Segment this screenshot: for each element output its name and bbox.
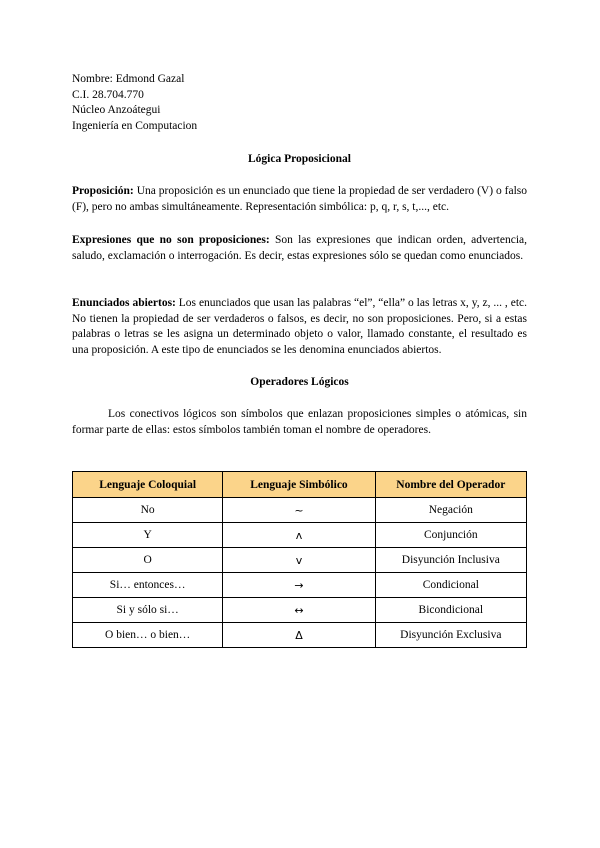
text-abiertos: Los enunciados que usan las palabras “el”, “ella” o las letras x, y, z, ... , etc. No tienen la propiedad de ser verdaderos o falsos, es decir, no son proposiciones. Pero, si a estas palabras o letras se les asigna un determinado objeto o valor, llamado constante, el resultado es una proposición. A este tipo de enunciados se les denomina enunciados abiertos. — [72, 297, 527, 356]
operators-table — [72, 471, 527, 648]
header-simbolico: Lenguaje Simbólico — [223, 472, 375, 498]
table-row — [73, 523, 527, 548]
career-name: Ingeniería en Computacion — [72, 119, 198, 132]
paragraph-proposicion — [72, 184, 527, 215]
operators-title: Operadores Lógicos — [250, 376, 349, 388]
student-id: C.I. 28.704.770 — [72, 88, 144, 101]
text-proposicion: Una proposición es un enunciado que tiene la propiedad de ser verdadero (V) o falso (F), pero no ambas simultáneamente. Representación simbólica: p, q, r, s, t,..., etc. — [72, 185, 527, 213]
student-name: Nombre: Edmond Gazal — [72, 73, 185, 85]
cell-simbolo: → — [223, 573, 375, 598]
table-row — [73, 623, 527, 648]
cell-operador: Disyunción Inclusiva — [375, 548, 526, 573]
cell-coloquial: O — [73, 548, 223, 573]
cell-simbolo: Δ — [223, 623, 375, 648]
cell-simbolo: ~ — [223, 498, 375, 523]
paragraph-abiertos — [72, 296, 527, 358]
cell-coloquial: No — [73, 498, 223, 523]
cell-operador: Bicondicional — [375, 598, 526, 623]
cell-simbolo: v — [223, 548, 375, 573]
term-expresiones: Expresiones que no son proposiciones: — [72, 234, 270, 246]
cell-operador: Disyunción Exclusiva — [375, 623, 526, 648]
table-row — [73, 598, 527, 623]
table-row — [73, 573, 527, 598]
table-header-row — [73, 472, 527, 498]
header-coloquial: Lenguaje Coloquial — [73, 472, 223, 498]
table-row — [73, 548, 527, 573]
cell-operador: Condicional — [375, 573, 526, 598]
text-expresiones: Son las expresiones que indican orden, advertencia, saludo, exclamación o interrogación. Es decir, estas expresiones sólo se quedan como enunciados. — [72, 234, 527, 262]
term-proposicion: Proposición: — [72, 185, 134, 197]
table-row — [73, 498, 527, 523]
cell-operador: Negación — [375, 498, 526, 523]
student-header — [72, 72, 197, 134]
header-operador: Nombre del Operador — [375, 472, 526, 498]
paragraph-expresiones — [72, 233, 527, 264]
document-title: Lógica Proposicional — [248, 153, 351, 165]
cell-simbolo: ↔ — [223, 598, 375, 623]
cell-coloquial: O bien… o bien… — [73, 623, 223, 648]
cell-coloquial: Si y sólo si… — [73, 598, 223, 623]
cell-simbolo: ʌ — [223, 523, 375, 548]
term-abiertos: Enunciados abiertos: — [72, 297, 176, 309]
campus-name: Núcleo Anzoátegui — [72, 104, 161, 116]
cell-coloquial: Y — [73, 523, 223, 548]
cell-coloquial: Si… entonces… — [73, 573, 223, 598]
operators-intro: Los conectivos lógicos son símbolos que enlazan proposiciones simples o atómicas, sin formar parte de ellas: estos símbolos también toman el nombre de operadores. — [72, 408, 527, 436]
cell-operador: Conjunción — [375, 523, 526, 548]
